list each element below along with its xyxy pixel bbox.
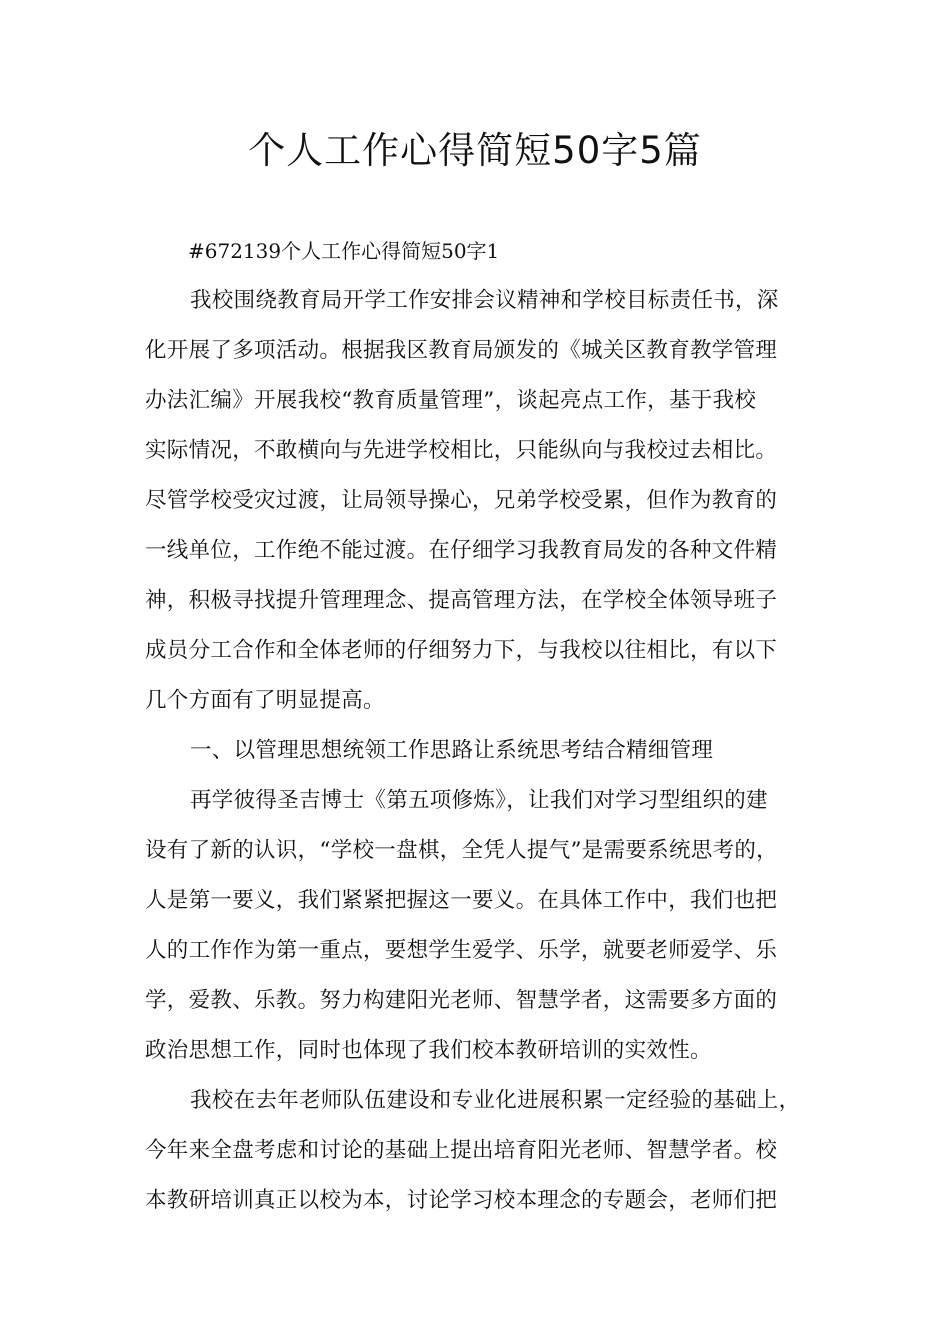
paragraph-line: 成员分工合作和全体老师的仔细努力下，与我校以往相比，有以下 <box>145 638 778 663</box>
paragraph-line: 尽管学校受灾过渡，让局领导操心，兄弟学校受累，但作为教育的 <box>145 488 778 513</box>
paragraph-line: 办法汇编》开展我校“教育质量管理”，谈起亮点工作，基于我校 <box>145 388 757 413</box>
paragraph-line: 学，爱教、乐教。努力构建阳光老师、智慧学者，这需要多方面的 <box>145 988 778 1013</box>
paragraph-line: 政治思想工作，同时也体现了我们校本教研培训的实效性。 <box>145 1038 712 1063</box>
paragraph-line: 神，积极寻找提升管理理念、提高管理方法，在学校全体领导班子 <box>145 588 778 613</box>
paragraph-line: 再学彼得圣吉博士《第五项修炼》，让我们对学习型组织的建 <box>190 788 768 813</box>
paragraph-line: 我校围绕教育局开学工作安排会议精神和学校目标责任书，深 <box>190 288 779 313</box>
paragraph-line: 实际情况，不敢横向与先进学校相比，只能纵向与我校过去相比。 <box>145 438 778 463</box>
section-heading: #672139个人工作心得简短50字1 <box>188 239 500 263</box>
paragraph-line: 本教研培训真正以校为本，讨论学习校本理念的专题会，老师们把 <box>145 1188 778 1213</box>
paragraph-line: 我校在去年老师队伍建设和专业化进展积累一定经验的基础上， <box>190 1088 801 1113</box>
paragraph-line: 一线单位，工作绝不能过渡。在仔细学习我教育局发的各种文件精 <box>145 538 778 563</box>
paragraph-line: 化开展了多项活动。根据我区教育局颁发的《城关区教育教学管理 <box>145 338 778 363</box>
paragraph-line: 人的工作作为第一重点，要想学生爱学、乐学，就要老师爱学、乐 <box>145 938 778 963</box>
paragraph-line: 几个方面有了明显提高。 <box>145 688 385 713</box>
document-title: 个人工作心得简短50字5篇 <box>248 129 702 172</box>
subheading: 一、以管理思想统领工作思路让系统思考结合精细管理 <box>190 738 714 763</box>
paragraph-line: 今年来全盘考虑和讨论的基础上提出培育阳光老师、智慧学者。校 <box>145 1138 778 1163</box>
paragraph-line: 人是第一要义，我们紧紧把握这一要义。在具体工作中，我们也把 <box>145 888 778 913</box>
paragraph-line: 设有了新的认识，“学校一盘棋，全凭人提气”是需要系统思考的， <box>145 838 778 863</box>
